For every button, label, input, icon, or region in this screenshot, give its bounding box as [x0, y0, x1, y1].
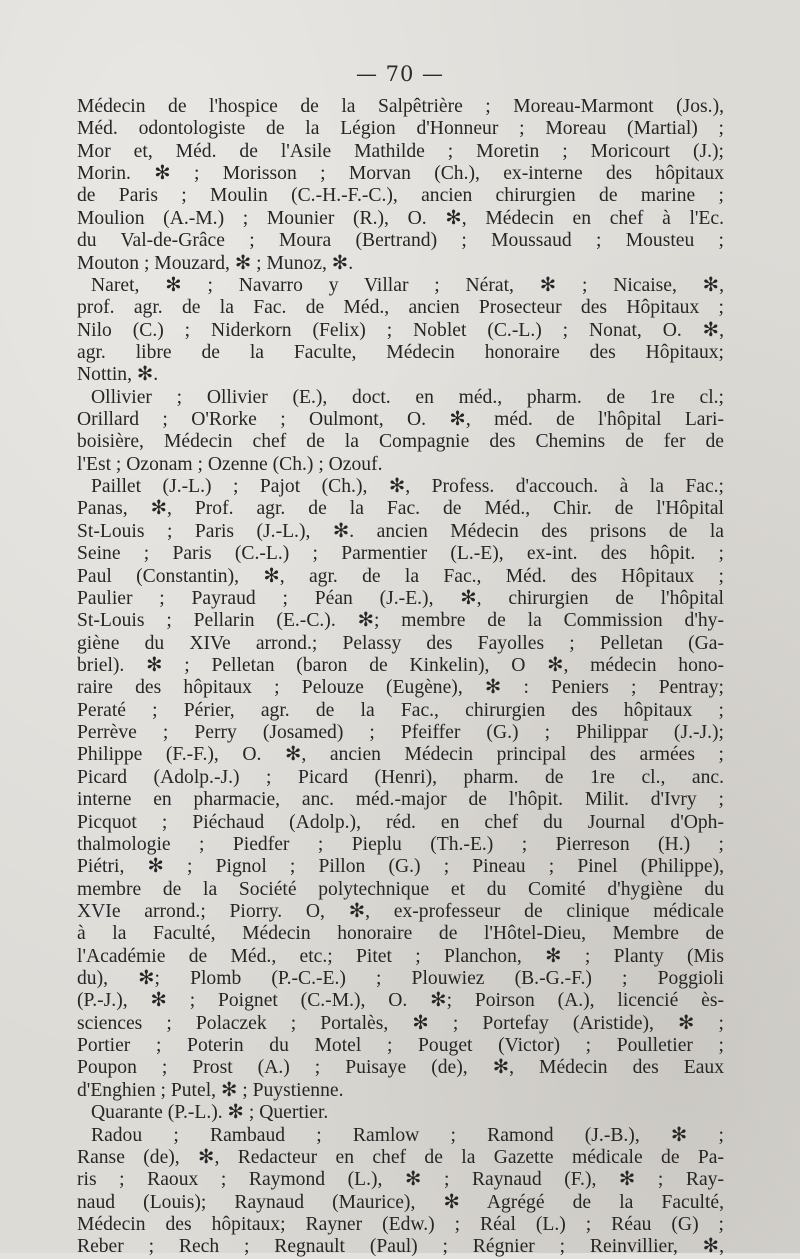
text-line: Peraté ; Périer, agr. de la Fac., chirurgien des hôpitaux ;	[77, 699, 724, 721]
text-line: prof. agr. de la Fac. de Méd., ancien Prosecteur des Hôpitaux ;	[77, 297, 724, 319]
text-line: Paillet (J.-L.) ; Pajot (Ch.), ✻, Profess. d'accouch. à la Fac.;	[91, 476, 724, 498]
text-line: Naret, ✻ ; Navarro y Villar ; Nérat, ✻ ; Nicaise, ✻,	[91, 274, 724, 296]
text-line: briel). ✻ ; Pelletan (baron de Kinkelin), O ✻, médecin hono-	[77, 654, 724, 676]
text-line: agr. libre de la Faculte, Médecin honoraire des Hôpitaux;	[77, 341, 724, 363]
text-line: Paul (Constantin), ✻, agr. de la Fac., Méd. des Hôpitaux ;	[77, 565, 724, 587]
text-line: à la Faculté, Médecin honoraire de l'Hôtel-Dieu, Membre de	[77, 923, 724, 945]
text-line: naud (Louis); Raynaud (Maurice), ✻ Agrégé de la Faculté,	[77, 1191, 724, 1213]
text-line: Reber ; Rech ; Regnault (Paul) ; Régnier ; Reinvillier, ✻,	[77, 1236, 724, 1258]
text-line: membre de la Société polytechnique et du Comité d'hygiène du	[77, 878, 724, 900]
text-line: raire des hôpitaux ; Pelouze (Eugène), ✻ : Peniers ; Pentray;	[77, 677, 724, 699]
text-line: ris ; Raoux ; Raymond (L.), ✻ ; Raynaud (F.), ✻ ; Ray-	[77, 1169, 724, 1191]
text-line: Ranse (de), ✻, Redacteur en chef de la Gazette médicale de Pa-	[77, 1146, 724, 1168]
text-line: du), ✻; Plomb (P.-C.-E.) ; Plouwiez (B.-G.-F.) ; Poggioli	[77, 968, 724, 990]
text-line: Poupon ; Prost (A.) ; Puisaye (de), ✻, Médecin des Eaux	[77, 1057, 724, 1079]
text-line: St-Louis ; Paris (J.-L.), ✻. ancien Médecin des prisons de la	[77, 520, 724, 542]
text-line: Philippe (F.-F.), O. ✻, ancien Médecin principal des armées ;	[77, 744, 724, 766]
text-line: de Paris ; Moulin (C.-H.-F.-C.), ancien chirurgien de marine ;	[77, 185, 724, 207]
text-line: Seine ; Paris (C.-L.) ; Parmentier (L.-E), ex-int. des hôpit. ;	[77, 543, 724, 565]
text-line: Mouton ; Mouzard, ✻ ; Munoz, ✻.	[77, 252, 354, 274]
text-line: interne en pharmacie, anc. méd.-major de l'hôpit. Milit. d'Ivry ;	[77, 789, 724, 811]
text-line: sciences ; Polaczek ; Portalès, ✻ ; Portefay (Aristide), ✻ ;	[77, 1012, 724, 1034]
text-line: Piétri, ✻ ; Pignol ; Pillon (G.) ; Pineau ; Pinel (Philippe),	[77, 856, 724, 878]
text-line: giène du XIVe arrond.; Pelassy des Fayolles ; Pelletan (Ga-	[77, 632, 724, 654]
text-line: XVIe arrond.; Piorry. O, ✻, ex-professeur de clinique médicale	[77, 900, 724, 922]
text-line: Picquot ; Piéchaud (Adolp.), réd. en chef du Journal d'Oph-	[77, 811, 724, 833]
text-line: Quarante (P.-L.). ✻ ; Quertier.	[91, 1102, 329, 1124]
text-line: Panas, ✻, Prof. agr. de la Fac. de Méd., Chir. de l'Hôpital	[77, 498, 724, 520]
text-line: du Val-de-Grâce ; Moura (Bertrand) ; Moussaud ; Mousteu ;	[77, 230, 724, 252]
text-line: St-Louis ; Pellarin (E.-C.). ✻; membre de la Commission d'hy-	[77, 610, 724, 632]
text-line: l'Est ; Ozonam ; Ozenne (Ch.) ; Ozouf.	[77, 453, 383, 475]
text-line: l'Académie de Méd., etc.; Pitet ; Planchon, ✻ ; Planty (Mis	[77, 945, 724, 967]
text-line: Perrève ; Perry (Josamed) ; Pfeiffer (G.) ; Philippar (J.-J.);	[77, 722, 724, 744]
text-line: Paulier ; Payraud ; Péan (J.-E.), ✻, chirurgien de l'hôpital	[77, 587, 724, 609]
text-block	[77, 96, 724, 1259]
text-line: Nilo (C.) ; Niderkorn (Felix) ; Noblet (C.-L.) ; Nonat, O. ✻,	[77, 319, 724, 341]
text-line: Portier ; Poterin du Motel ; Pouget (Victor) ; Poulletier ;	[77, 1035, 724, 1057]
text-line: Orillard ; O'Rorke ; Oulmont, O. ✻, méd. de l'hôpital Lari-	[77, 409, 724, 431]
text-line: Moulion (A.-M.) ; Mounier (R.), O. ✻, Médecin en chef à l'Ec.	[77, 207, 724, 229]
text-line: Médecin des hôpitaux; Rayner (Edw.) ; Réal (L.) ; Réau (G) ;	[77, 1213, 724, 1235]
text-line: thalmologie ; Piedfer ; Pieplu (Th.-E.) ; Pierreson (H.) ;	[77, 833, 724, 855]
text-line: (P.-J.), ✻ ; Poignet (C.-M.), O. ✻; Poirson (A.), licencié ès-	[77, 990, 724, 1012]
text-line: Méd. odontologiste de la Légion d'Honneur ; Moreau (Martial) ;	[77, 118, 724, 140]
text-line: Mor et, Méd. de l'Asile Mathilde ; Moretin ; Moricourt (J.);	[77, 140, 724, 162]
text-line: Morin. ✻ ; Morisson ; Morvan (Ch.), ex-interne des hôpitaux	[77, 163, 724, 185]
text-line: Nottin, ✻.	[77, 364, 159, 386]
text-line: Médecin de l'hospice de la Salpêtrière ; Moreau-Marmont (Jos.),	[77, 96, 724, 117]
page-number: — 70 —	[355, 62, 445, 86]
text-line: Ollivier ; Ollivier (E.), doct. en méd., pharm. de 1re cl.;	[91, 386, 724, 408]
text-line: boisière, Médecin chef de la Compagnie des Chemins de fer de	[77, 431, 724, 453]
text-line: d'Enghien ; Putel, ✻ ; Puystienne.	[77, 1079, 344, 1101]
text-line: Picard (Adolp.-J.) ; Picard (Henri), pharm. de 1re cl., anc.	[77, 766, 724, 788]
text-line: Radou ; Rambaud ; Ramlow ; Ramond (J.-B.), ✻ ;	[91, 1124, 724, 1146]
